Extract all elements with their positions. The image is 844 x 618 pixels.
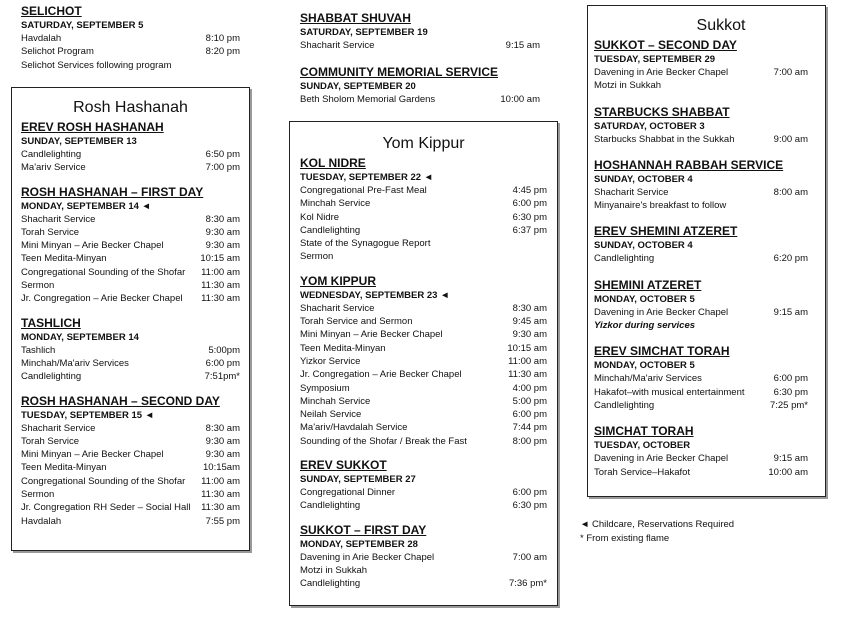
rosh-hashanah-box bbox=[11, 87, 250, 551]
event-label: Davening in Arie Becker Chapel bbox=[594, 453, 729, 465]
event-row bbox=[300, 408, 547, 421]
section-date: SATURDAY, SEPTEMBER 5 bbox=[21, 20, 144, 31]
event-row bbox=[594, 319, 808, 332]
event-time: 11:00 am bbox=[508, 355, 547, 367]
section-heading: KOL NIDRE bbox=[300, 156, 366, 170]
event-row bbox=[300, 382, 547, 395]
section-heading: COMMUNITY MEMORIAL SERVICE bbox=[300, 65, 499, 80]
event-label: Starbucks Shabbat in the Sukkah bbox=[594, 133, 735, 145]
event-label: Yizkor during services bbox=[594, 320, 696, 332]
event-time: 6:30 pm bbox=[512, 211, 547, 223]
section-date: TUESDAY, SEPTEMBER 29 bbox=[594, 54, 716, 65]
event-time: 7:25 pm* bbox=[769, 399, 808, 411]
event-time: 8:20 pm bbox=[205, 46, 240, 58]
schedule-section bbox=[594, 344, 808, 412]
event-time: 7:00 am bbox=[773, 67, 808, 78]
section-heading: TASHLICH bbox=[21, 315, 81, 330]
event-label: Torah Service and Sermon bbox=[300, 316, 413, 328]
event-row bbox=[594, 466, 808, 479]
section-date: SATURDAY, SEPTEMBER 19 bbox=[300, 27, 428, 38]
selichot-section bbox=[21, 4, 240, 72]
event-row bbox=[300, 250, 547, 263]
event-row bbox=[21, 501, 240, 514]
event-row bbox=[594, 306, 808, 319]
event-row bbox=[594, 66, 808, 79]
schedule-section bbox=[21, 316, 240, 384]
section-date: SUNDAY, SEPTEMBER 13 bbox=[21, 136, 137, 147]
event-label: Selichot Services following program bbox=[21, 59, 172, 71]
event-label: Mini Minyan – Arie Becker Chapel bbox=[21, 240, 164, 252]
event-time: 7:51pm* bbox=[204, 371, 240, 383]
event-row bbox=[594, 186, 808, 199]
event-time: 6:37 pm bbox=[512, 224, 547, 236]
event-row bbox=[300, 197, 547, 210]
event-row bbox=[21, 45, 240, 58]
event-row bbox=[21, 213, 240, 226]
section-date: SUNDAY, OCTOBER 4 bbox=[594, 240, 693, 252]
event-row bbox=[300, 355, 547, 368]
event-label: Minchah Service bbox=[300, 198, 371, 210]
event-label: Torah Service bbox=[21, 435, 80, 447]
section-date: MONDAY, OCTOBER 5 bbox=[594, 293, 695, 305]
event-row bbox=[21, 461, 240, 474]
event-time: 9:00 am bbox=[773, 133, 808, 145]
section-heading: SHABBAT SHUVAH bbox=[300, 11, 411, 25]
section-heading: STARBUCKS SHABBAT bbox=[594, 104, 730, 119]
section-date: TUESDAY, SEPTEMBER 15 ◄ bbox=[21, 409, 155, 421]
event-row bbox=[21, 161, 240, 174]
event-time: 6:30 pm bbox=[512, 500, 547, 512]
event-time: 9:30 am bbox=[205, 449, 240, 461]
section-date: TUESDAY, SEPTEMBER 22 ◄ bbox=[300, 172, 434, 183]
event-time: 9:30 am bbox=[512, 329, 547, 341]
event-time: 7:55 pm bbox=[205, 515, 240, 527]
section-heading: EREV ROSH HASHANAH bbox=[21, 120, 164, 134]
event-time: 6:20 pm bbox=[773, 253, 808, 265]
event-time: 9:15 am bbox=[773, 453, 808, 465]
event-row bbox=[300, 551, 547, 564]
event-row bbox=[21, 370, 240, 383]
event-row bbox=[300, 421, 547, 434]
event-time: 8:30 am bbox=[205, 213, 240, 225]
event-label: Teen Medita-Minyan bbox=[21, 462, 107, 474]
event-time: 6:30 pm bbox=[773, 386, 808, 398]
event-label: Teen Medita-Minyan bbox=[300, 342, 386, 354]
event-label: Kol Nidre bbox=[300, 211, 340, 223]
event-time: 8:30 am bbox=[512, 302, 547, 314]
event-label: Candlelighting bbox=[21, 149, 82, 160]
event-label: Yizkor Service bbox=[300, 355, 361, 367]
event-time: 7:00 am bbox=[512, 551, 547, 563]
event-time: 9:30 am bbox=[205, 240, 240, 252]
schedule-section bbox=[594, 424, 808, 479]
event-time: 9:15 am bbox=[773, 306, 808, 318]
section-date: SUNDAY, OCTOBER 4 bbox=[594, 173, 693, 185]
event-row bbox=[21, 59, 240, 72]
event-time: 6:00 pm bbox=[512, 409, 547, 421]
event-label: Motzi in Sukkah bbox=[594, 80, 662, 92]
event-label: Minyanaire's breakfast to follow bbox=[594, 200, 727, 212]
event-time: 9:15 am bbox=[505, 40, 540, 51]
sukkot-box bbox=[587, 5, 826, 497]
section-date: MONDAY, OCTOBER 5 bbox=[594, 360, 695, 372]
legend-flame: * From existing flame bbox=[580, 533, 670, 544]
schedule-section bbox=[21, 4, 240, 72]
event-label: Torah Service–Hakafot bbox=[594, 466, 691, 478]
section-heading: SHEMINI ATZERET bbox=[594, 277, 702, 292]
event-row bbox=[300, 211, 547, 224]
event-label: Sermon bbox=[21, 280, 55, 292]
event-row bbox=[594, 452, 808, 465]
schedule-section bbox=[594, 38, 808, 93]
event-label: Candlelighting bbox=[21, 371, 82, 383]
event-row bbox=[300, 93, 540, 106]
event-time: 6:00 pm bbox=[512, 487, 547, 499]
event-time: 6:00 pm bbox=[773, 373, 808, 385]
schedule-section bbox=[21, 185, 240, 306]
event-row bbox=[300, 39, 540, 52]
event-label: Congregational Pre-Fast Meal bbox=[300, 185, 427, 196]
event-row bbox=[21, 32, 240, 45]
section-heading: EREV SUKKOT bbox=[300, 458, 387, 473]
schedule-section bbox=[300, 458, 547, 513]
section-date: SUNDAY, SEPTEMBER 20 bbox=[300, 81, 416, 93]
event-time: 7:44 pm bbox=[512, 422, 547, 434]
event-label: Jr. Congregation – Arie Becker Chapel bbox=[300, 369, 462, 381]
event-time: 7:00 pm bbox=[205, 162, 240, 174]
event-label: Havdalah bbox=[21, 515, 62, 527]
event-label: Havdalah bbox=[21, 33, 62, 44]
event-time: 11:00 am bbox=[201, 475, 240, 487]
yom-kippur-sections bbox=[300, 156, 547, 591]
event-time: 4:45 pm bbox=[512, 185, 547, 196]
event-row bbox=[300, 342, 547, 355]
schedule-section bbox=[594, 278, 808, 333]
event-time: 11:30 am bbox=[508, 369, 547, 381]
section-heading: ROSH HASHANAH – SECOND DAY bbox=[21, 393, 220, 408]
section-date: SATURDAY, OCTOBER 3 bbox=[594, 120, 705, 132]
sukkot-sections bbox=[594, 38, 808, 479]
event-label: Shacharit Service bbox=[300, 302, 375, 314]
event-row bbox=[21, 422, 240, 435]
event-label: Beth Sholom Memorial Gardens bbox=[300, 94, 436, 106]
shabbat-memorial-sections bbox=[300, 11, 540, 107]
event-row bbox=[300, 224, 547, 237]
event-row bbox=[300, 328, 547, 341]
schedule-section bbox=[21, 394, 240, 528]
event-label: Davening in Arie Becker Chapel bbox=[300, 551, 435, 563]
event-time: 10:15 am bbox=[200, 253, 240, 265]
event-label: Candlelighting bbox=[300, 578, 361, 590]
event-row bbox=[594, 79, 808, 92]
event-time: 8:30 am bbox=[205, 422, 240, 434]
event-label: Shacharit Service bbox=[21, 422, 96, 434]
event-time: 11:30 am bbox=[201, 293, 240, 305]
event-row bbox=[594, 372, 808, 385]
event-label: Davening in Arie Becker Chapel bbox=[594, 67, 729, 78]
event-label: Congregational Sounding of the Shofar bbox=[21, 266, 186, 278]
event-row bbox=[21, 226, 240, 239]
section-heading: SIMCHAT TORAH bbox=[594, 424, 694, 439]
event-label: Jr. Congregation – Arie Becker Chapel bbox=[21, 293, 183, 305]
event-row bbox=[300, 435, 547, 448]
event-label: Teen Medita-Minyan bbox=[21, 253, 107, 265]
event-label: Symposium bbox=[300, 382, 350, 394]
legend bbox=[580, 518, 734, 546]
event-label: Mini Minyan – Arie Becker Chapel bbox=[300, 329, 443, 341]
event-time: 11:30 am bbox=[201, 489, 240, 501]
event-label: Sounding of the Shofar / Break the Fast bbox=[300, 435, 467, 447]
event-row bbox=[300, 499, 547, 512]
event-row bbox=[21, 435, 240, 448]
event-label: Shacharit Service bbox=[300, 40, 375, 51]
event-time: 11:00 am bbox=[201, 266, 240, 278]
event-row bbox=[21, 148, 240, 161]
event-label: Congregational Sounding of the Shofar bbox=[21, 475, 186, 487]
event-row bbox=[594, 133, 808, 146]
schedule-section bbox=[300, 274, 547, 448]
event-label: Ma'ariv/Havdalah Service bbox=[300, 422, 408, 434]
event-label: Minchah/Ma'ariv Services bbox=[594, 373, 702, 385]
event-row bbox=[21, 488, 240, 501]
section-heading: YOM KIPPUR bbox=[300, 273, 377, 288]
event-row bbox=[594, 386, 808, 399]
event-row bbox=[300, 395, 547, 408]
event-label: Candlelighting bbox=[300, 224, 361, 236]
event-time: 6:00 pm bbox=[205, 357, 240, 369]
event-row bbox=[21, 266, 240, 279]
event-row bbox=[21, 279, 240, 292]
event-label: Mini Minyan – Arie Becker Chapel bbox=[21, 449, 164, 461]
event-time: 5:00pm bbox=[208, 344, 240, 356]
event-time: 9:30 am bbox=[205, 435, 240, 447]
event-time: 8:10 pm bbox=[205, 33, 240, 44]
event-label: Sermon bbox=[300, 251, 334, 263]
event-row bbox=[594, 252, 808, 265]
event-row bbox=[21, 357, 240, 370]
section-date: WEDNESDAY, SEPTEMBER 23 ◄ bbox=[300, 289, 450, 301]
event-label: Candlelighting bbox=[594, 253, 655, 265]
event-label: State of the Synagogue Report bbox=[300, 238, 431, 250]
event-row bbox=[21, 475, 240, 488]
schedule-section bbox=[594, 158, 808, 213]
section-date: MONDAY, SEPTEMBER 14 bbox=[21, 331, 139, 343]
event-time: 4:00 pm bbox=[512, 382, 547, 394]
event-row bbox=[594, 199, 808, 212]
section-date: TUESDAY, OCTOBER bbox=[594, 440, 691, 452]
event-label: Davening in Arie Becker Chapel bbox=[594, 306, 729, 318]
event-time: 9:30 am bbox=[205, 226, 240, 238]
event-time: 9:45 am bbox=[512, 316, 547, 328]
schedule-section bbox=[300, 156, 547, 264]
event-time: 8:00 pm bbox=[512, 435, 547, 447]
section-heading: HOSHANNAH RABBAH SERVICE bbox=[594, 157, 784, 172]
event-row bbox=[300, 315, 547, 328]
event-row bbox=[300, 302, 547, 315]
event-time: 7:36 pm* bbox=[508, 578, 547, 590]
sukkot-title: Sukkot bbox=[696, 17, 746, 34]
section-date: MONDAY, SEPTEMBER 14 ◄ bbox=[21, 200, 151, 212]
event-time: 10:15am bbox=[203, 462, 240, 474]
schedule-section bbox=[300, 65, 540, 106]
rosh-hashanah-sections bbox=[21, 120, 240, 528]
event-label: Candlelighting bbox=[300, 500, 361, 512]
event-label: Neilah Service bbox=[300, 409, 362, 421]
schedule-section bbox=[594, 105, 808, 146]
event-time: 10:00 am bbox=[768, 466, 808, 478]
event-row bbox=[21, 515, 240, 528]
event-label: Torah Service bbox=[21, 226, 80, 238]
event-label: Jr. Congregation RH Seder – Social Hall bbox=[21, 502, 191, 514]
section-heading: EREV SIMCHAT TORAH bbox=[594, 344, 730, 359]
event-label: Sermon bbox=[21, 489, 55, 501]
event-label: Shacharit Service bbox=[21, 213, 96, 225]
schedule-section bbox=[300, 523, 547, 591]
legend-childcare: ◄ Childcare, Reservations Required bbox=[580, 519, 735, 530]
event-label: Candlelighting bbox=[594, 399, 655, 411]
schedule-section bbox=[300, 11, 540, 52]
schedule-section bbox=[594, 224, 808, 265]
event-row bbox=[21, 252, 240, 265]
section-heading: ROSH HASHANAH – FIRST DAY bbox=[21, 184, 204, 199]
event-row bbox=[300, 237, 547, 250]
event-time: 11:30 am bbox=[201, 502, 240, 514]
section-heading: SELICHOT bbox=[21, 4, 82, 18]
event-row bbox=[21, 448, 240, 461]
event-time: 6:50 pm bbox=[205, 149, 240, 160]
event-row bbox=[21, 239, 240, 252]
event-row bbox=[300, 486, 547, 499]
event-row bbox=[594, 399, 808, 412]
event-row bbox=[300, 368, 547, 381]
yom-kippur-box bbox=[289, 121, 558, 606]
yom-kippur-title: Yom Kippur bbox=[382, 135, 465, 152]
section-heading: SUKKOT – SECOND DAY bbox=[594, 38, 737, 52]
event-row bbox=[21, 292, 240, 305]
event-time: 6:00 pm bbox=[512, 198, 547, 210]
event-time: 5:00 pm bbox=[512, 395, 547, 407]
event-row bbox=[300, 577, 547, 590]
event-row bbox=[21, 344, 240, 357]
event-label: Hakafot–with musical entertainment bbox=[594, 386, 745, 398]
event-row bbox=[300, 184, 547, 197]
event-time: 10:00 am bbox=[500, 94, 540, 106]
event-label: Selichot Program bbox=[21, 46, 94, 58]
event-label: Congregational Dinner bbox=[300, 487, 396, 499]
event-time: 11:30 am bbox=[201, 280, 240, 292]
schedule-section bbox=[21, 120, 240, 175]
event-label: Motzi in Sukkah bbox=[300, 564, 368, 576]
event-row bbox=[300, 564, 547, 577]
section-date: SUNDAY, SEPTEMBER 27 bbox=[300, 474, 416, 486]
event-label: Minchah/Ma'ariv Services bbox=[21, 357, 129, 369]
event-label: Minchah Service bbox=[300, 395, 371, 407]
event-time: 10:15 am bbox=[507, 342, 547, 354]
section-date: MONDAY, SEPTEMBER 28 bbox=[300, 538, 418, 550]
event-label: Tashlich bbox=[21, 344, 56, 356]
event-label: Ma'ariv Service bbox=[21, 162, 86, 174]
event-label: Shacharit Service bbox=[594, 186, 669, 198]
event-time: 8:00 am bbox=[773, 186, 808, 198]
rosh-hashanah-title: Rosh Hashanah bbox=[73, 99, 188, 116]
section-heading: SUKKOT – FIRST DAY bbox=[300, 522, 427, 537]
section-heading: EREV SHEMINI ATZERET bbox=[594, 224, 738, 239]
